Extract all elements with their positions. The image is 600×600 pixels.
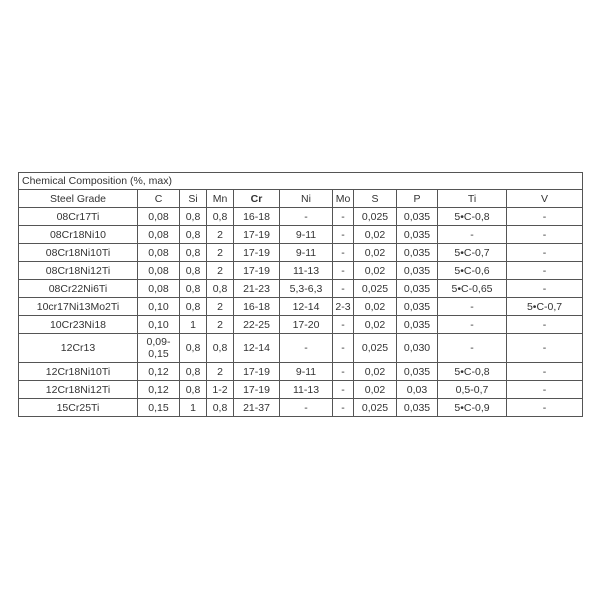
cell-v: - xyxy=(507,208,583,226)
cell-s: 0,02 xyxy=(354,244,397,262)
cell-si: 0,8 xyxy=(180,280,207,298)
cell-mn: 2 xyxy=(207,262,234,280)
table-row xyxy=(19,334,583,363)
cell-si: 0,8 xyxy=(180,244,207,262)
cell-c: 0,12 xyxy=(138,363,180,381)
cell-v: - xyxy=(507,226,583,244)
table-row xyxy=(19,208,583,226)
cell-cr: 17-19 xyxy=(234,244,280,262)
cell-ni: 9-11 xyxy=(280,226,333,244)
cell-c: 0,12 xyxy=(138,381,180,399)
cell-mn: 0,8 xyxy=(207,280,234,298)
cell-steel-grade: 08Cr18Ni10 xyxy=(19,226,138,244)
cell-v: - xyxy=(507,316,583,334)
table-row xyxy=(19,298,583,316)
cell-s: 0,025 xyxy=(354,208,397,226)
cell-ti: 5•C-0,6 xyxy=(438,262,507,280)
cell-ni: - xyxy=(280,208,333,226)
cell-si: 0,8 xyxy=(180,226,207,244)
cell-ti: 5•C-0,8 xyxy=(438,363,507,381)
cell-steel-grade: 12Cr18Ni10Ti xyxy=(19,363,138,381)
cell-steel-grade: 10cr17Ni13Mo2Ti xyxy=(19,298,138,316)
table-row xyxy=(19,280,583,298)
cell-steel-grade: 08Cr22Ni6Ti xyxy=(19,280,138,298)
cell-p: 0,035 xyxy=(397,226,438,244)
table-row xyxy=(19,381,583,399)
cell-si: 0,8 xyxy=(180,363,207,381)
cell-ni: 17-20 xyxy=(280,316,333,334)
cell-c: 0,08 xyxy=(138,226,180,244)
cell-si: 0,8 xyxy=(180,262,207,280)
cell-steel-grade: 12Cr13 xyxy=(19,334,138,363)
table-caption: Chemical Composition (%, max) xyxy=(19,173,583,190)
cell-c: 0,09-0,15 xyxy=(138,334,180,363)
cell-ni: - xyxy=(280,334,333,363)
header-ti: Ti xyxy=(438,190,507,208)
table-body xyxy=(19,208,583,417)
cell-c: 0,08 xyxy=(138,208,180,226)
cell-c: 0,15 xyxy=(138,399,180,417)
cell-mn: 0,8 xyxy=(207,334,234,363)
cell-ti: 0,5-0,7 xyxy=(438,381,507,399)
cell-mn: 2 xyxy=(207,363,234,381)
cell-steel-grade: 08Cr18Ni12Ti xyxy=(19,262,138,280)
header-s: S xyxy=(354,190,397,208)
cell-p: 0,035 xyxy=(397,298,438,316)
cell-cr: 22-25 xyxy=(234,316,280,334)
cell-p: 0,035 xyxy=(397,208,438,226)
cell-mn: 2 xyxy=(207,316,234,334)
cell-mn: 0,8 xyxy=(207,399,234,417)
cell-cr: 12-14 xyxy=(234,334,280,363)
cell-p: 0,035 xyxy=(397,262,438,280)
cell-ni: 5,3-6,3 xyxy=(280,280,333,298)
cell-v: - xyxy=(507,262,583,280)
cell-mo: - xyxy=(333,334,354,363)
cell-cr: 21-23 xyxy=(234,280,280,298)
cell-si: 0,8 xyxy=(180,208,207,226)
cell-s: 0,02 xyxy=(354,316,397,334)
table-row xyxy=(19,363,583,381)
cell-v: - xyxy=(507,334,583,363)
cell-mo: - xyxy=(333,226,354,244)
cell-ni: 9-11 xyxy=(280,363,333,381)
chemical-composition-table-wrap xyxy=(18,172,582,417)
cell-s: 0,02 xyxy=(354,381,397,399)
cell-steel-grade: 15Cr25Ti xyxy=(19,399,138,417)
header-v: V xyxy=(507,190,583,208)
header-c: C xyxy=(138,190,180,208)
cell-s: 0,025 xyxy=(354,280,397,298)
cell-ni: - xyxy=(280,399,333,417)
cell-p: 0,035 xyxy=(397,399,438,417)
cell-si: 0,8 xyxy=(180,381,207,399)
cell-ti: 5•C-0,9 xyxy=(438,399,507,417)
cell-v: - xyxy=(507,363,583,381)
cell-steel-grade: 12Cr18Ni12Ti xyxy=(19,381,138,399)
cell-cr: 17-19 xyxy=(234,226,280,244)
cell-mo: - xyxy=(333,244,354,262)
cell-v: - xyxy=(507,280,583,298)
cell-ti: 5•C-0,8 xyxy=(438,208,507,226)
cell-mn: 2 xyxy=(207,298,234,316)
cell-v: - xyxy=(507,244,583,262)
cell-mo: - xyxy=(333,316,354,334)
cell-p: 0,035 xyxy=(397,280,438,298)
cell-ti: - xyxy=(438,316,507,334)
cell-si: 0,8 xyxy=(180,334,207,363)
cell-cr: 21-37 xyxy=(234,399,280,417)
table-row xyxy=(19,399,583,417)
cell-c: 0,08 xyxy=(138,262,180,280)
table-row xyxy=(19,316,583,334)
header-cr: Cr xyxy=(234,190,280,208)
cell-mo: - xyxy=(333,262,354,280)
table-row xyxy=(19,244,583,262)
cell-s: 0,02 xyxy=(354,363,397,381)
cell-steel-grade: 08Cr18Ni10Ti xyxy=(19,244,138,262)
cell-ni: 9-11 xyxy=(280,244,333,262)
cell-ti: - xyxy=(438,226,507,244)
cell-cr: 17-19 xyxy=(234,363,280,381)
cell-s: 0,02 xyxy=(354,262,397,280)
cell-si: 1 xyxy=(180,316,207,334)
cell-v: 5•C-0,7 xyxy=(507,298,583,316)
cell-v: - xyxy=(507,381,583,399)
cell-cr: 17-19 xyxy=(234,262,280,280)
cell-p: 0,03 xyxy=(397,381,438,399)
cell-mn: 0,8 xyxy=(207,208,234,226)
cell-si: 1 xyxy=(180,399,207,417)
header-si: Si xyxy=(180,190,207,208)
cell-p: 0,035 xyxy=(397,363,438,381)
header-row xyxy=(19,190,583,208)
cell-ni: 11-13 xyxy=(280,381,333,399)
caption-row xyxy=(19,173,583,190)
cell-ti: 5•C-0,65 xyxy=(438,280,507,298)
cell-cr: 17-19 xyxy=(234,381,280,399)
cell-v: - xyxy=(507,399,583,417)
cell-mo: - xyxy=(333,280,354,298)
table-row xyxy=(19,262,583,280)
cell-ni: 11-13 xyxy=(280,262,333,280)
cell-mo: - xyxy=(333,399,354,417)
cell-cr: 16-18 xyxy=(234,298,280,316)
cell-c: 0,10 xyxy=(138,298,180,316)
cell-mo: - xyxy=(333,381,354,399)
cell-s: 0,025 xyxy=(354,399,397,417)
header-mo: Mo xyxy=(333,190,354,208)
cell-s: 0,025 xyxy=(354,334,397,363)
cell-s: 0,02 xyxy=(354,226,397,244)
cell-ni: 12-14 xyxy=(280,298,333,316)
cell-mn: 1-2 xyxy=(207,381,234,399)
header-ni: Ni xyxy=(280,190,333,208)
cell-mo: - xyxy=(333,208,354,226)
cell-p: 0,030 xyxy=(397,334,438,363)
cell-mn: 2 xyxy=(207,244,234,262)
cell-mn: 2 xyxy=(207,226,234,244)
cell-mo: 2-3 xyxy=(333,298,354,316)
cell-si: 0,8 xyxy=(180,298,207,316)
cell-c: 0,08 xyxy=(138,280,180,298)
cell-s: 0,02 xyxy=(354,298,397,316)
cell-steel-grade: 08Cr17Ti xyxy=(19,208,138,226)
cell-ti: - xyxy=(438,298,507,316)
cell-ti: - xyxy=(438,334,507,363)
cell-p: 0,035 xyxy=(397,316,438,334)
header-steel-grade: Steel Grade xyxy=(19,190,138,208)
cell-steel-grade: 10Cr23Ni18 xyxy=(19,316,138,334)
header-p: P xyxy=(397,190,438,208)
cell-mo: - xyxy=(333,363,354,381)
cell-c: 0,08 xyxy=(138,244,180,262)
table-row xyxy=(19,226,583,244)
header-mn: Mn xyxy=(207,190,234,208)
chemical-composition-table xyxy=(18,172,583,417)
cell-c: 0,10 xyxy=(138,316,180,334)
cell-cr: 16-18 xyxy=(234,208,280,226)
cell-ti: 5•C-0,7 xyxy=(438,244,507,262)
cell-p: 0,035 xyxy=(397,244,438,262)
